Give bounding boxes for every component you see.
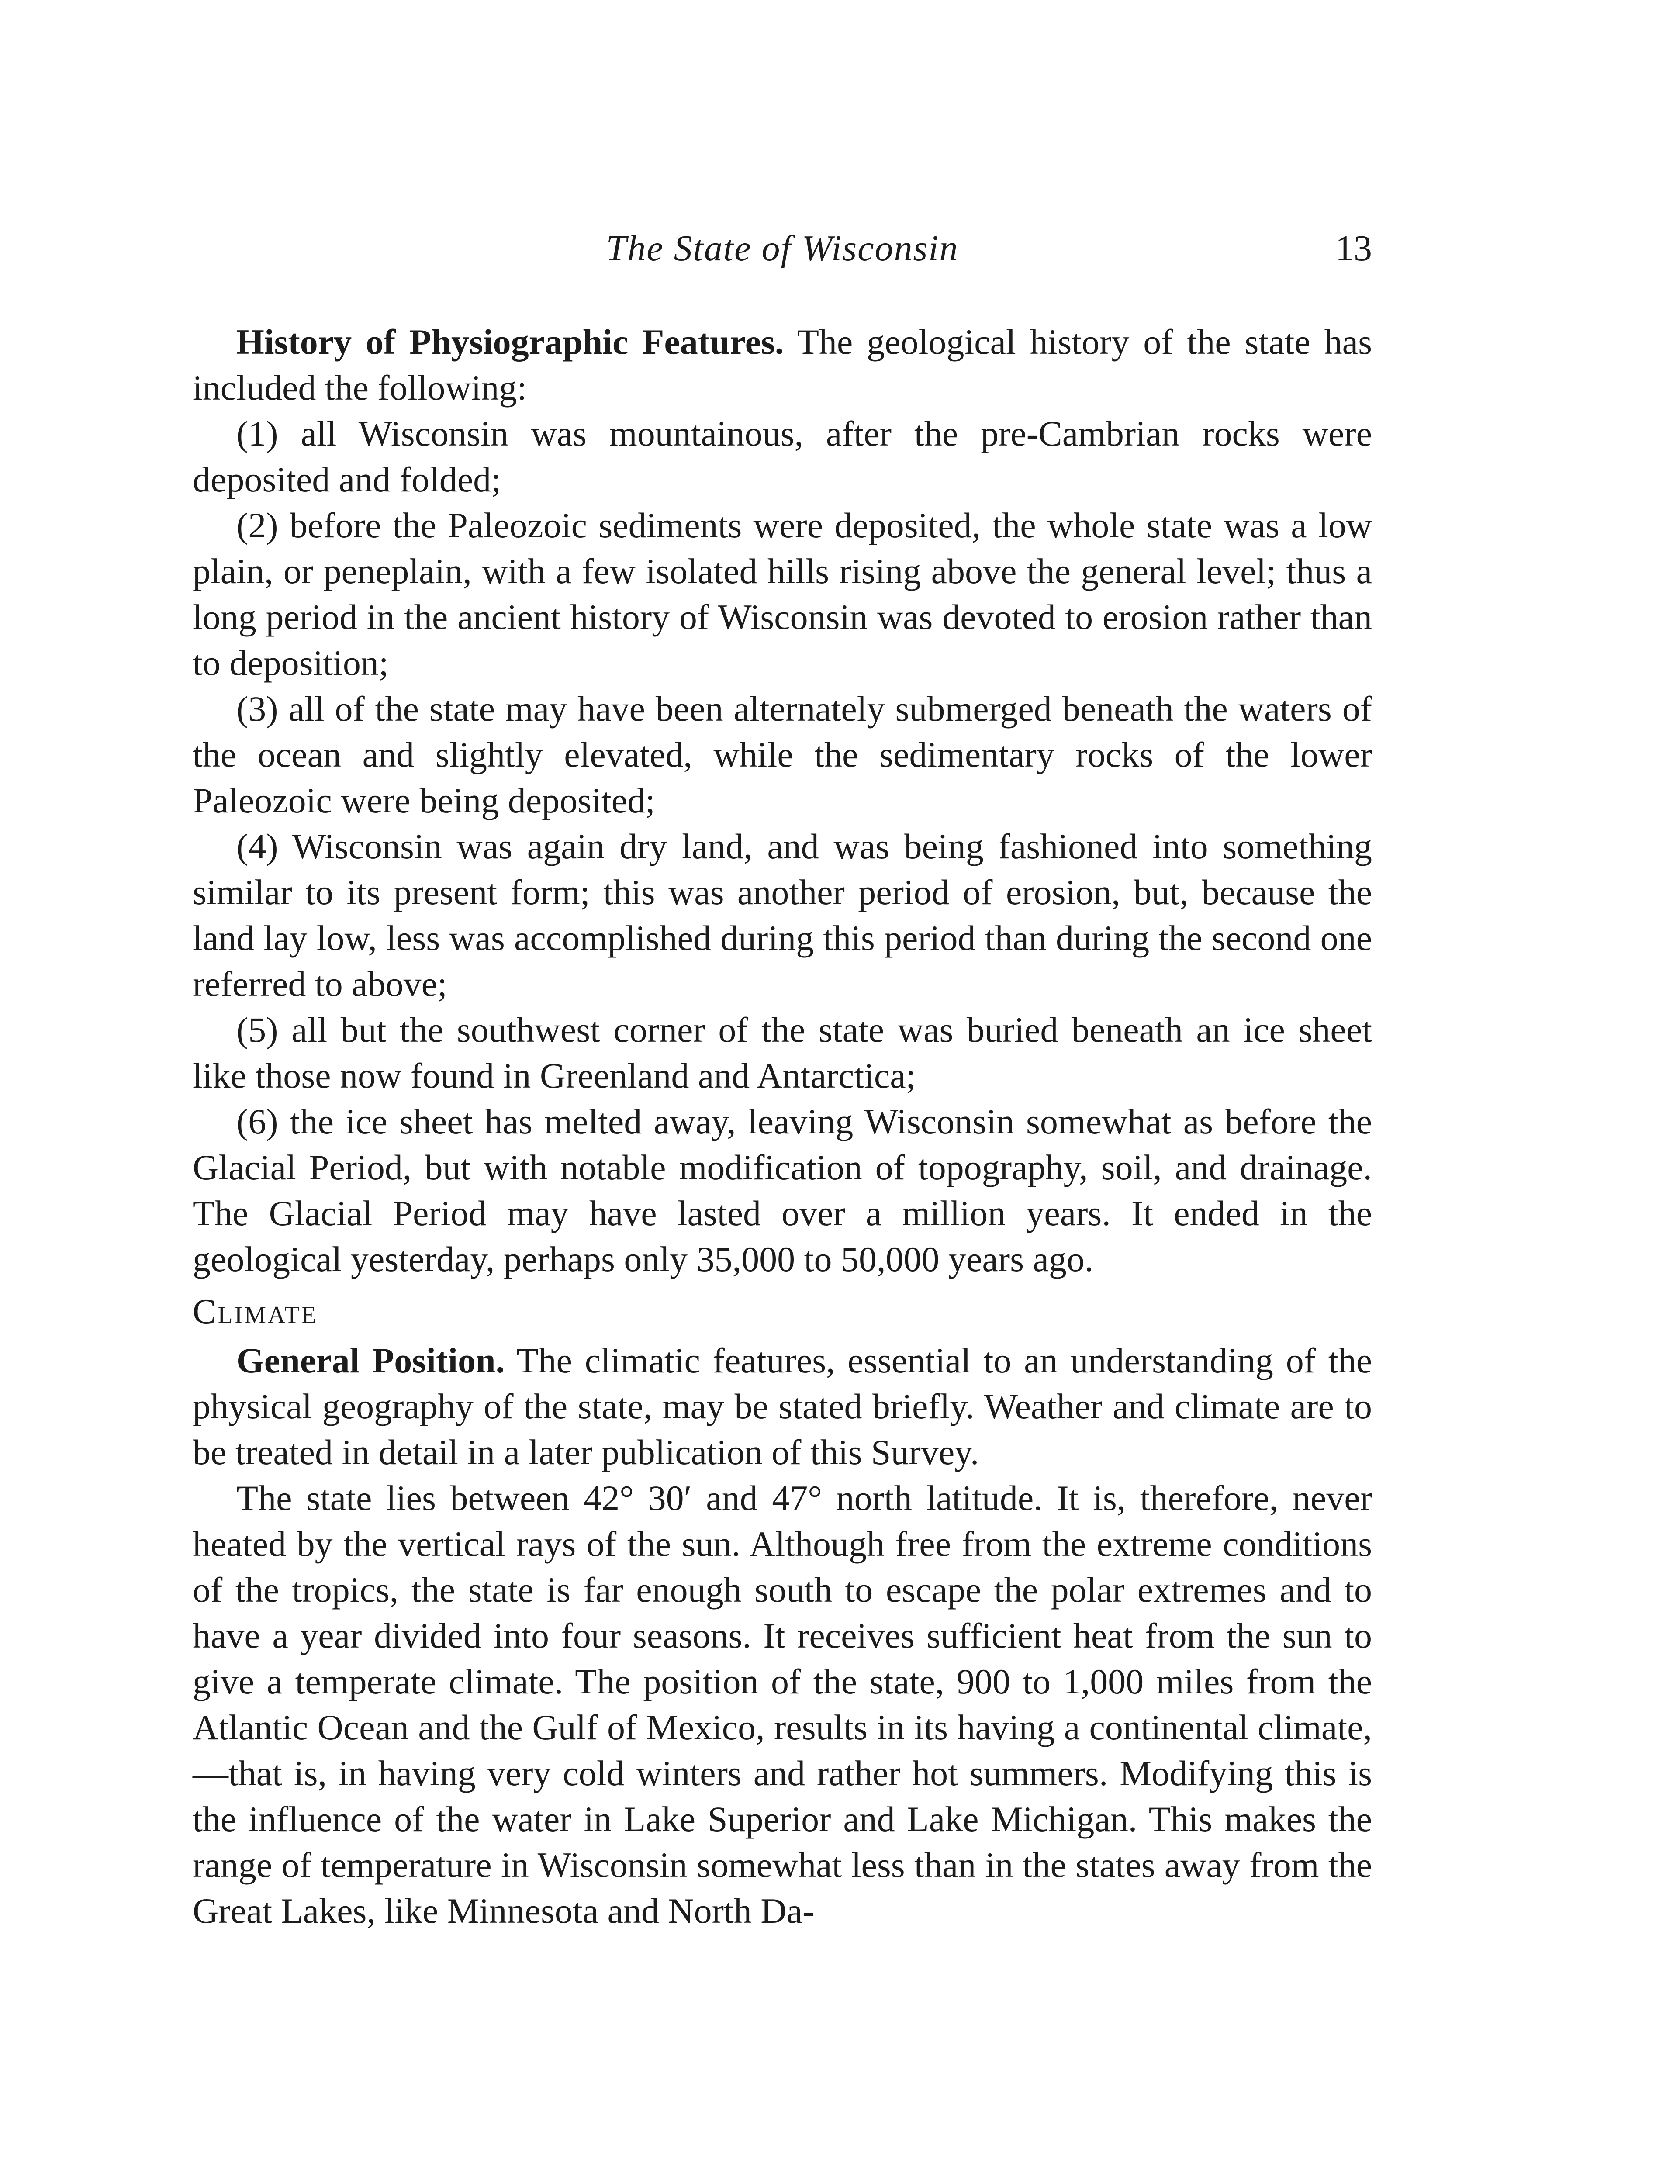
climate-position-paragraph: The state lies between 42° 30′ and 47° north latitude. It is, therefore, never heated by the vertical rays of the sun. Although free from the extreme conditions of the tropics, the state is far enough south to escape the polar extremes and to have a year divided into four seasons. It receives sufficient heat from the sun to give a temperate climate. The position of the state, 900 to 1,000 miles from the Atlantic Ocean and the Gulf of Mexico, results in its having a continental climate,—that is, in having very cold winters and rather hot summers. Modifying this is the influence of the water in Lake Superior and Lake Michigan. This makes the range of temperature in Wisconsin somewhat less than in the states away from the Great Lakes, like Minnesota and North Da- — [193, 1478, 1372, 1931]
history-item-1: (1) all Wisconsin was mountainous, after the pre-Cambrian rocks were deposited and folded; — [193, 414, 1372, 499]
history-lead-heading: History of Physiographic Features. — [236, 322, 784, 362]
climate-intro-text: The climatic features, essential to an understanding of the physical geography of the state, may be stated briefly. Weather and climate are to be treated in detail in a later publication of this Survey. — [193, 1341, 1372, 1472]
history-intro-text: The geological history of the state has included the following: — [193, 322, 1372, 408]
history-item-5: (5) all but the southwest corner of the state was buried beneath an ice sheet like those now found in Greenland and Antarctica; — [193, 1010, 1372, 1095]
running-head: The State of Wisconsin — [606, 228, 959, 269]
climate-section-heading: Climate — [193, 1292, 318, 1331]
history-item-3: (3) all of the state may have been alternately submerged beneath the waters of the ocean and slightly elevated, while the sedimentary rocks of the lower Paleozoic were being deposited; — [193, 689, 1372, 820]
page-header — [193, 227, 1372, 275]
body-text — [193, 319, 1372, 1934]
climate-lead-heading: General Position. — [236, 1341, 505, 1380]
history-item-6: (6) the ice sheet has melted away, leaving Wisconsin somewhat as before the Glacial Period, but with notable modification of topography, soil, and drainage. The Glacial Period may have lasted over a million years. It ended in the geological yesterday, perhaps only 35,000 to 50,000 years ago. — [193, 1102, 1372, 1279]
page-number: 13 — [1335, 228, 1372, 269]
history-item-2: (2) before the Paleozoic sediments were deposited, the whole state was a low plain, or peneplain, with a few isolated hills rising above the general level; thus a long period in the ancient history of Wisconsin was devoted to erosion rather than to deposition; — [193, 505, 1372, 683]
climate-intro-paragraph — [193, 1337, 1372, 1475]
history-item-4: (4) Wisconsin was again dry land, and was being fashioned into something similar to its present form; this was another period of erosion, but, because the land lay low, less was accomplished during this period than during the second one referred to above; — [193, 826, 1372, 1004]
history-intro-paragraph — [193, 319, 1372, 411]
